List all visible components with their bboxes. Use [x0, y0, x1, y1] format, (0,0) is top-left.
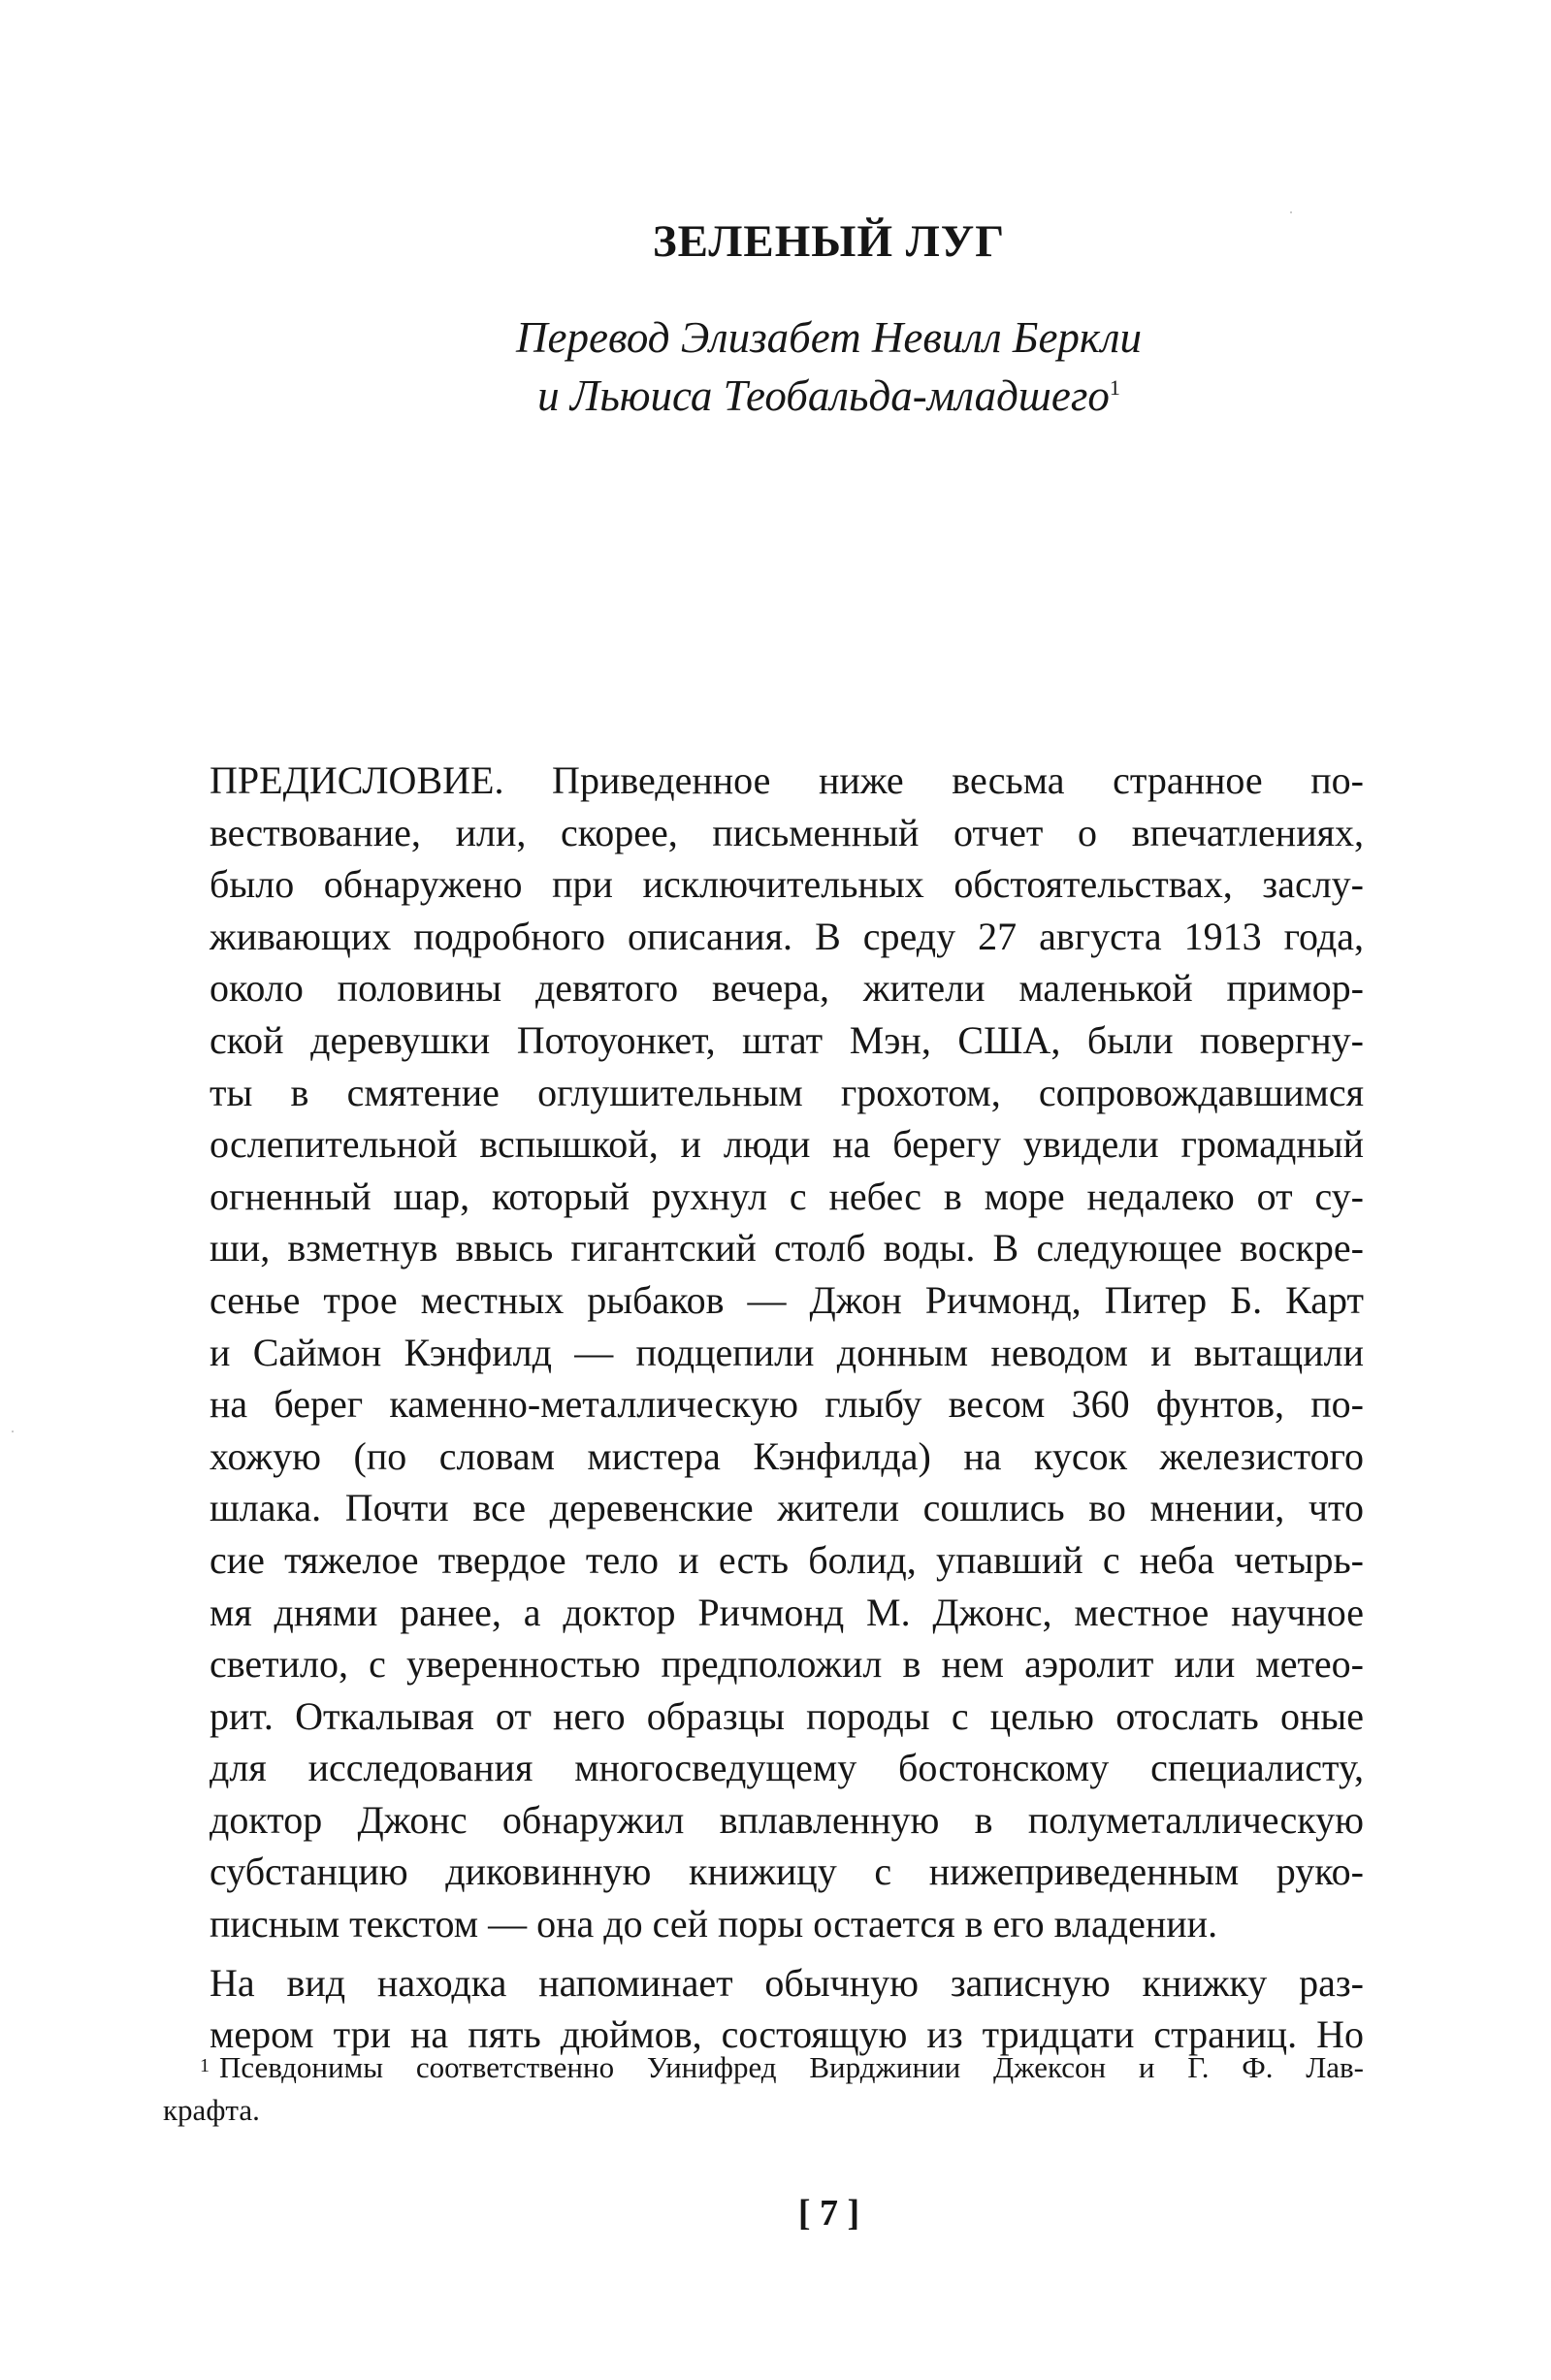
translator-credit-line-1: Перевод Элизабет Невилл Беркли [516, 313, 1142, 362]
paper-speck [12, 1431, 14, 1432]
footnote-line-1 [163, 2046, 1364, 2089]
paragraph-line: доктор Джонс обнаружил вплавленную в полуметаллическую [210, 1797, 1364, 1842]
paragraph-line: светило, с уверенностью предположил в нем аэролит или метео- [210, 1642, 1364, 1687]
paragraph-line: огненный шар, который рухнул с небес в море недалеко от су- [210, 1174, 1364, 1218]
translator-credit [0, 308, 1551, 425]
paper-speck [1290, 211, 1292, 213]
paragraph-line: На вид находка напоминает обычную записную книжку раз- [210, 1960, 1364, 2005]
paragraph-line: и Саймон Кэнфилд — подцепили донным неводом и вытащили [210, 1330, 1364, 1374]
footnote-mark: 1 [200, 2055, 210, 2076]
paragraph-line: сие тяжелое твердое тело и есть болид, упавший с неба четырь- [210, 1537, 1364, 1582]
paragraph-line: писным текстом — она до сей поры остается в его владении. [210, 1902, 1218, 1946]
paragraph-line: хожую (по словам мистера Кэнфилда) на кусок железистого [210, 1433, 1364, 1478]
paragraph-line: ПРЕДИСЛОВИЕ. Приведенное ниже весьма странное по- [210, 758, 1364, 802]
paragraph-line: на берег каменно-металлическую глыбу весом 360 фунтов, по- [210, 1382, 1364, 1427]
paragraph-line: живающих подробного описания. В среду 27 августа 1913 года, [210, 914, 1364, 958]
paragraph-line: сенье трое местных рыбаков — Джон Ричмонд, Питер Б. Карт [210, 1277, 1364, 1322]
body-text [163, 755, 1364, 2068]
paragraph-line: было обнаружено при исключительных обстоятельствах, заслу- [210, 862, 1364, 907]
translator-credit-line-2 [107, 367, 1551, 425]
paragraph-line: ши, взметнув ввысь гигантский столб воды. В следующее воскре- [210, 1226, 1364, 1270]
footnote-line-2: крафта. [163, 2093, 260, 2127]
paragraph-line: ты в смятение оглушительным грохотом, сопровождавшимся [210, 1070, 1364, 1114]
paragraph-line: шлака. Почти все деревенские жители сошлись во мнении, что [210, 1486, 1364, 1530]
paragraph [163, 1957, 1364, 2061]
paragraph-line: мером три на пять дюймов, состоящую из тридцати страниц. Но [210, 2012, 1364, 2057]
footnote-line-1-text: Псевдонимы соответственно Уинифред Вирджинии Джексон и Г. Ф. Лав- [219, 2050, 1364, 2084]
paragraph-line: ослепительной вспышкой, и люди на берегу увидели громадный [210, 1122, 1364, 1167]
paragraph-line: для исследования многосведущему бостонскому специалисту, [210, 1746, 1364, 1790]
paragraph-line: вествование, или, скорее, письменный отчет о впечатлениях, [210, 810, 1364, 854]
footnote-reference: 1 [1109, 375, 1120, 400]
paragraph-line: мя днями ранее, а доктор Ричмонд М. Джонс, местное научное [210, 1590, 1364, 1634]
footnote [163, 2046, 1364, 2132]
page-number: [ 7 ] [797, 2193, 860, 2234]
paragraph-line: субстанцию диковинную книжицу с нижеприведенным руко- [210, 1849, 1364, 1894]
paragraph-line: ской деревушки Потоуонкет, штат Мэн, США, были повергну- [210, 1017, 1364, 1062]
translator-credit-line-2-text: и Льюиса Теобальда-младшего [537, 371, 1110, 420]
paragraph-line: около половины девятого вечера, жители маленькой примор- [210, 966, 1364, 1011]
chapter-title: ЗЕЛЕНЫЙ ЛУГ [652, 216, 1006, 267]
paragraph-line: рит. Откалывая от него образцы породы с целью отослать оные [210, 1693, 1364, 1738]
paragraph [163, 755, 1364, 1950]
